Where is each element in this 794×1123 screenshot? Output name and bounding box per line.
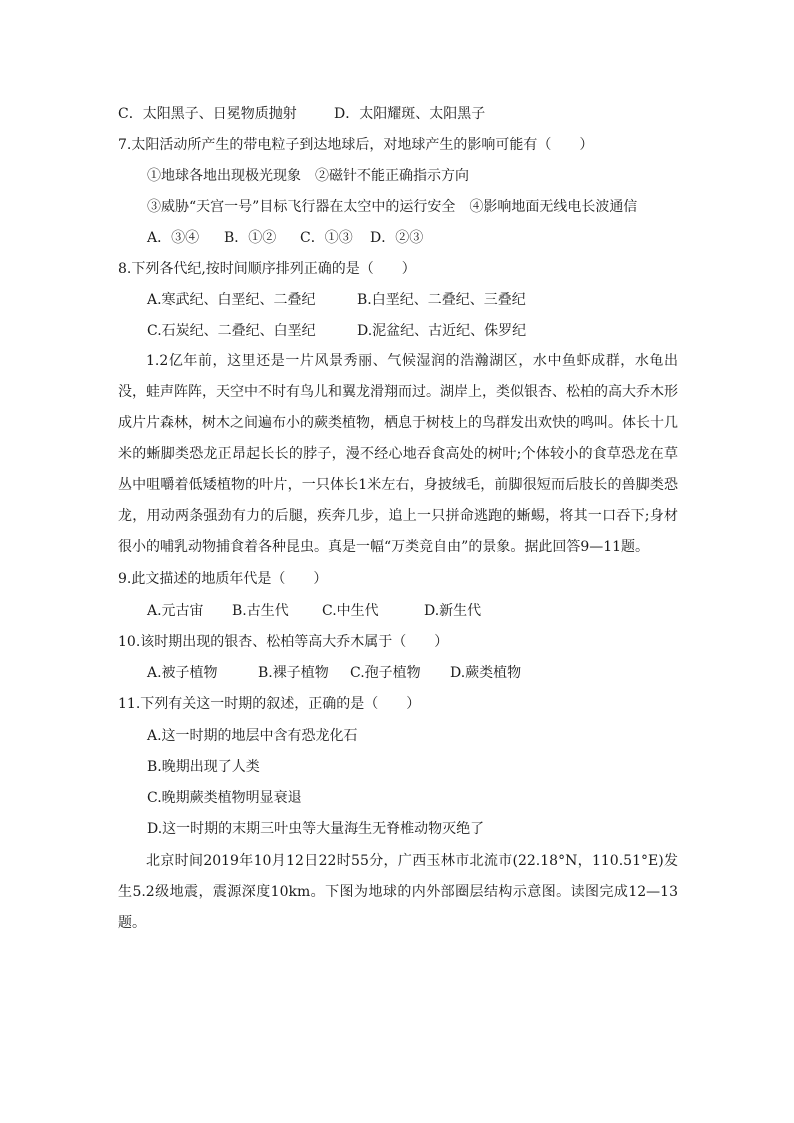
q8-stem: 8.下列各代纪,按时间顺序排列正确的是（ ） bbox=[118, 261, 416, 277]
q7-option-d: D．②③ bbox=[370, 230, 424, 246]
reading-passage-earthquake: 北京时间2019年10月12日22时55分，广西玉林市北流市(22.18°N，110.51°E)发生5.2级地震，震源深度10km。下图为地球的内外部圈层结构示意图。读图完成12—13题。 bbox=[118, 853, 678, 931]
q8-option-b: B.白垩纪、二叠纪、三叠纪 bbox=[357, 292, 526, 308]
q7-items-3-4: ③威胁“天宫一号”目标飞行器在太空中的运行安全 ④影响地面无线电长波通信 bbox=[147, 199, 638, 215]
q11-option-d: D.这一时期的末期三叶虫等大量海生无脊椎动物灭绝了 bbox=[147, 821, 485, 837]
q10-option-c: C.孢子植物 bbox=[350, 665, 421, 681]
q10-option-a: A.被子植物 bbox=[147, 665, 218, 681]
q11-stem: 11.下列有关这一时期的叙述，正确的是（ ） bbox=[118, 696, 421, 712]
q7-stem: 7.太阳活动所产生的带电粒子到达地球后，对地球产生的影响可能有（ ） bbox=[118, 137, 594, 153]
q7-items-1-2: ①地球各地出现极光现象 ②磁针不能正确指示方向 bbox=[147, 168, 469, 184]
q7-option-c: C．①③ bbox=[300, 230, 353, 246]
q9-option-c: C.中生代 bbox=[322, 603, 379, 619]
q6-option-d: D．太阳耀斑、太阳黑子 bbox=[334, 106, 486, 122]
q11-option-a: A.这一时期的地层中含有恐龙化石 bbox=[147, 728, 358, 744]
q6-option-c: C．太阳黑子、日冕物质抛射 bbox=[118, 106, 297, 122]
q8-option-d: D.泥盆纪、古近纪、侏罗纪 bbox=[357, 323, 527, 339]
q8-option-c: C.石炭纪、二叠纪、白垩纪 bbox=[147, 323, 316, 339]
q7-option-a: A．③④ bbox=[147, 230, 200, 246]
q10-option-b: B.裸子植物 bbox=[258, 665, 329, 681]
q10-option-d: D.蕨类植物 bbox=[450, 665, 522, 681]
q11-option-b: B.晚期出现了人类 bbox=[147, 759, 260, 775]
q9-option-d: D.新生代 bbox=[424, 603, 482, 619]
q9-stem: 9.此文描述的地质年代是（ ） bbox=[118, 571, 328, 587]
reading-passage-dinosaur-era: 1.2亿年前，这里还是一片风景秀丽、气候湿润的浩瀚湖区，水中鱼虾成群，水龟出没，蛙声阵阵，天空中不时有鸟儿和翼龙滑翔而过。湖岸上，类似银杏、松柏的高大乔木形成片片森林，树木之间遍布小的蕨类植物，栖息于树枝上的鸟群发出欢快的鸣叫。体长十几米的蜥脚类恐龙正昂起长长的脖子，漫不经心地吞食高处的树叶;个体较小的食草恐龙在草丛中咀嚼着低矮植物的叶片，一只体长1米左右，身披绒毛，前脚很短而后肢长的兽脚类恐龙，用动两条强劲有力的后腿，疾奔几步，追上一只拼命逃跑的蜥蜴，将其一口吞下;身材很小的哺乳动物捕食着各种昆虫。真是一幅“万类竞自由”的景象。据此回答9—11题。 bbox=[118, 353, 678, 555]
q7-option-b: B．①② bbox=[224, 230, 277, 246]
q9-option-b: B.古生代 bbox=[232, 603, 289, 619]
q9-option-a: A.元古宙 bbox=[147, 603, 204, 619]
q10-stem: 10.该时期出现的银杏、松柏等高大乔木属于（ ） bbox=[118, 634, 449, 650]
q11-option-c: C.晚期蕨类植物明显衰退 bbox=[147, 790, 302, 806]
q8-option-a: A.寒武纪、白垩纪、二叠纪 bbox=[147, 292, 316, 308]
